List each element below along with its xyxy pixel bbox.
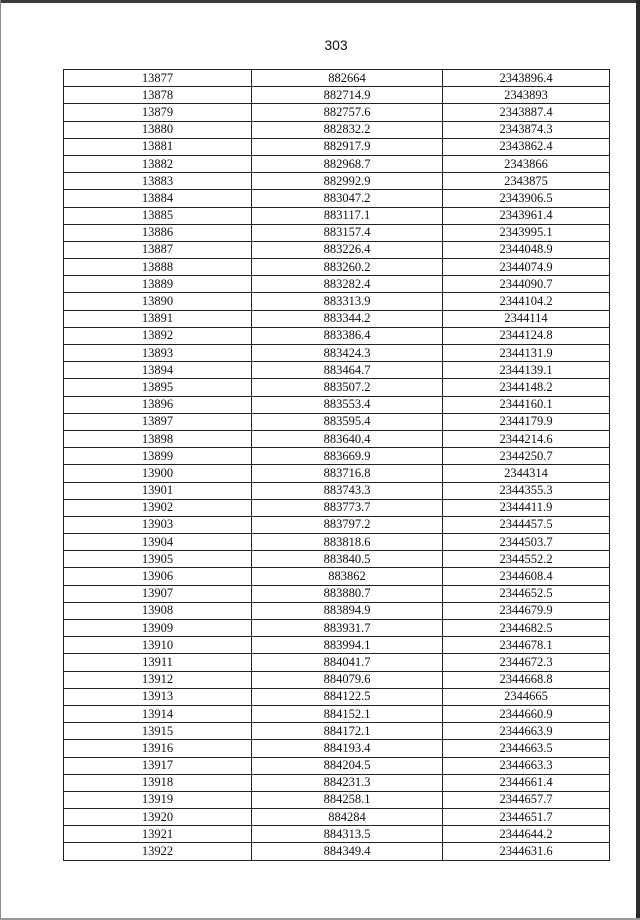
y-coordinate-cell: 2344355.3 <box>443 482 610 499</box>
y-coordinate-cell: 2344657.7 <box>443 791 610 808</box>
point-id-cell: 13898 <box>64 430 252 447</box>
x-coordinate-cell: 883313.9 <box>252 293 443 310</box>
point-id-cell: 13890 <box>64 293 252 310</box>
x-coordinate-cell: 884349.4 <box>252 843 443 860</box>
y-coordinate-cell: 2344608.4 <box>443 568 610 585</box>
point-id-cell: 13910 <box>64 637 252 654</box>
table-row <box>64 843 610 860</box>
y-coordinate-cell: 2344074.9 <box>443 259 610 276</box>
y-coordinate-cell: 2344631.6 <box>443 843 610 860</box>
y-coordinate-cell: 2344552.2 <box>443 551 610 568</box>
point-id-cell: 13902 <box>64 499 252 516</box>
page-number: 303 <box>324 37 348 53</box>
table-row <box>64 190 610 207</box>
x-coordinate-cell: 882832.2 <box>252 121 443 138</box>
x-coordinate-cell: 883640.4 <box>252 430 443 447</box>
table-row <box>64 740 610 757</box>
point-id-cell: 13886 <box>64 224 252 241</box>
x-coordinate-cell: 883047.2 <box>252 190 443 207</box>
x-coordinate-cell: 883669.9 <box>252 448 443 465</box>
point-id-cell: 13904 <box>64 534 252 551</box>
table-row <box>64 207 610 224</box>
scan-border-left <box>0 0 1 920</box>
y-coordinate-cell: 2344179.9 <box>443 413 610 430</box>
table-row <box>64 688 610 705</box>
y-coordinate-cell: 2344644.2 <box>443 826 610 843</box>
x-coordinate-cell: 882917.9 <box>252 138 443 155</box>
y-coordinate-cell: 2343875 <box>443 173 610 190</box>
x-coordinate-cell: 883226.4 <box>252 241 443 258</box>
point-id-cell: 13905 <box>64 551 252 568</box>
x-coordinate-cell: 883507.2 <box>252 379 443 396</box>
point-id-cell: 13881 <box>64 138 252 155</box>
point-id-cell: 13915 <box>64 723 252 740</box>
point-id-cell: 13901 <box>64 482 252 499</box>
table-row <box>64 723 610 740</box>
y-coordinate-cell: 2344679.9 <box>443 602 610 619</box>
point-id-cell: 13922 <box>64 843 252 860</box>
x-coordinate-cell: 883386.4 <box>252 327 443 344</box>
table-row <box>64 396 610 413</box>
x-coordinate-cell: 884152.1 <box>252 705 443 722</box>
table-row <box>64 259 610 276</box>
table-row <box>64 654 610 671</box>
table-row <box>64 155 610 172</box>
table-row <box>64 413 610 430</box>
point-id-cell: 13896 <box>64 396 252 413</box>
x-coordinate-cell: 884172.1 <box>252 723 443 740</box>
table-row <box>64 705 610 722</box>
y-coordinate-cell: 2344503.7 <box>443 534 610 551</box>
y-coordinate-cell: 2344124.8 <box>443 327 610 344</box>
y-coordinate-cell: 2344250.7 <box>443 448 610 465</box>
x-coordinate-cell: 883818.6 <box>252 534 443 551</box>
point-id-cell: 13907 <box>64 585 252 602</box>
table-row <box>64 499 610 516</box>
scan-border-right <box>636 0 640 920</box>
table-row <box>64 534 610 551</box>
y-coordinate-cell: 2344104.2 <box>443 293 610 310</box>
x-coordinate-cell: 883464.7 <box>252 362 443 379</box>
x-coordinate-cell: 883260.2 <box>252 259 443 276</box>
table-row <box>64 568 610 585</box>
point-id-cell: 13906 <box>64 568 252 585</box>
x-coordinate-cell: 883117.1 <box>252 207 443 224</box>
point-id-cell: 13895 <box>64 379 252 396</box>
x-coordinate-cell: 883595.4 <box>252 413 443 430</box>
point-id-cell: 13900 <box>64 465 252 482</box>
table-row <box>64 482 610 499</box>
point-id-cell: 13911 <box>64 654 252 671</box>
table-row <box>64 465 610 482</box>
x-coordinate-cell: 883716.8 <box>252 465 443 482</box>
table-row <box>64 241 610 258</box>
point-id-cell: 13913 <box>64 688 252 705</box>
table-row <box>64 448 610 465</box>
y-coordinate-cell: 2344668.8 <box>443 671 610 688</box>
x-coordinate-cell: 883862 <box>252 568 443 585</box>
point-id-cell: 13884 <box>64 190 252 207</box>
y-coordinate-cell: 2344663.3 <box>443 757 610 774</box>
y-coordinate-cell: 2343887.4 <box>443 104 610 121</box>
point-id-cell: 13889 <box>64 276 252 293</box>
point-id-cell: 13909 <box>64 620 252 637</box>
point-id-cell: 13918 <box>64 774 252 791</box>
y-coordinate-cell: 2343961.4 <box>443 207 610 224</box>
table-row <box>64 791 610 808</box>
table-row <box>64 826 610 843</box>
table-row <box>64 138 610 155</box>
table-row <box>64 516 610 533</box>
y-coordinate-cell: 2344651.7 <box>443 809 610 826</box>
table-row <box>64 362 610 379</box>
y-coordinate-cell: 2344214.6 <box>443 430 610 447</box>
point-id-cell: 13894 <box>64 362 252 379</box>
x-coordinate-cell: 882664 <box>252 70 443 87</box>
y-coordinate-cell: 2344090.7 <box>443 276 610 293</box>
y-coordinate-cell: 2344652.5 <box>443 585 610 602</box>
y-coordinate-cell: 2344139.1 <box>443 362 610 379</box>
y-coordinate-cell: 2344665 <box>443 688 610 705</box>
table-row <box>64 276 610 293</box>
x-coordinate-cell: 884193.4 <box>252 740 443 757</box>
y-coordinate-cell: 2344114 <box>443 310 610 327</box>
y-coordinate-cell: 2344048.9 <box>443 241 610 258</box>
y-coordinate-cell: 2343866 <box>443 155 610 172</box>
x-coordinate-cell: 884079.6 <box>252 671 443 688</box>
x-coordinate-cell: 884231.3 <box>252 774 443 791</box>
x-coordinate-cell: 883773.7 <box>252 499 443 516</box>
x-coordinate-cell: 884313.5 <box>252 826 443 843</box>
y-coordinate-cell: 2344661.4 <box>443 774 610 791</box>
table-row <box>64 293 610 310</box>
point-id-cell: 13919 <box>64 791 252 808</box>
point-id-cell: 13897 <box>64 413 252 430</box>
y-coordinate-cell: 2344678.1 <box>443 637 610 654</box>
y-coordinate-cell: 2343995.1 <box>443 224 610 241</box>
point-id-cell: 13891 <box>64 310 252 327</box>
x-coordinate-cell: 884284 <box>252 809 443 826</box>
table-row <box>64 809 610 826</box>
y-coordinate-cell: 2344663.5 <box>443 740 610 757</box>
x-coordinate-cell: 884258.1 <box>252 791 443 808</box>
table-row <box>64 87 610 104</box>
table-row <box>64 173 610 190</box>
x-coordinate-cell: 883994.1 <box>252 637 443 654</box>
table-row <box>64 757 610 774</box>
point-id-cell: 13917 <box>64 757 252 774</box>
point-id-cell: 13893 <box>64 345 252 362</box>
table-row <box>64 620 610 637</box>
y-coordinate-cell: 2344131.9 <box>443 345 610 362</box>
table-row <box>64 327 610 344</box>
table-row <box>64 774 610 791</box>
table-row <box>64 585 610 602</box>
y-coordinate-cell: 2343893 <box>443 87 610 104</box>
y-coordinate-cell: 2344160.1 <box>443 396 610 413</box>
point-id-cell: 13877 <box>64 70 252 87</box>
table-row <box>64 104 610 121</box>
x-coordinate-cell: 883344.2 <box>252 310 443 327</box>
x-coordinate-cell: 882968.7 <box>252 155 443 172</box>
table-row <box>64 379 610 396</box>
table-row <box>64 551 610 568</box>
point-id-cell: 13914 <box>64 705 252 722</box>
x-coordinate-cell: 883157.4 <box>252 224 443 241</box>
point-id-cell: 13916 <box>64 740 252 757</box>
y-coordinate-cell: 2344314 <box>443 465 610 482</box>
y-coordinate-cell: 2344148.2 <box>443 379 610 396</box>
x-coordinate-cell: 883743.3 <box>252 482 443 499</box>
y-coordinate-cell: 2343896.4 <box>443 70 610 87</box>
table-row <box>64 310 610 327</box>
x-coordinate-cell: 882757.6 <box>252 104 443 121</box>
point-id-cell: 13880 <box>64 121 252 138</box>
y-coordinate-cell: 2344663.9 <box>443 723 610 740</box>
table-row <box>64 70 610 87</box>
point-id-cell: 13892 <box>64 327 252 344</box>
table-row <box>64 602 610 619</box>
x-coordinate-cell: 884204.5 <box>252 757 443 774</box>
point-id-cell: 13888 <box>64 259 252 276</box>
x-coordinate-cell: 883797.2 <box>252 516 443 533</box>
y-coordinate-cell: 2343874.3 <box>443 121 610 138</box>
point-id-cell: 13878 <box>64 87 252 104</box>
point-id-cell: 13908 <box>64 602 252 619</box>
scan-border-top <box>0 0 640 3</box>
x-coordinate-cell: 883894.9 <box>252 602 443 619</box>
point-id-cell: 13899 <box>64 448 252 465</box>
y-coordinate-cell: 2344411.9 <box>443 499 610 516</box>
point-id-cell: 13887 <box>64 241 252 258</box>
x-coordinate-cell: 882714.9 <box>252 87 443 104</box>
table-row <box>64 121 610 138</box>
x-coordinate-cell: 884041.7 <box>252 654 443 671</box>
table-row <box>64 345 610 362</box>
x-coordinate-cell: 884122.5 <box>252 688 443 705</box>
x-coordinate-cell: 882992.9 <box>252 173 443 190</box>
coordinate-table <box>63 69 610 861</box>
x-coordinate-cell: 883553.4 <box>252 396 443 413</box>
y-coordinate-cell: 2344660.9 <box>443 705 610 722</box>
table-body <box>64 70 610 861</box>
x-coordinate-cell: 883282.4 <box>252 276 443 293</box>
point-id-cell: 13879 <box>64 104 252 121</box>
point-id-cell: 13903 <box>64 516 252 533</box>
x-coordinate-cell: 883931.7 <box>252 620 443 637</box>
x-coordinate-cell: 883880.7 <box>252 585 443 602</box>
y-coordinate-cell: 2344672.3 <box>443 654 610 671</box>
y-coordinate-cell: 2344682.5 <box>443 620 610 637</box>
x-coordinate-cell: 883840.5 <box>252 551 443 568</box>
y-coordinate-cell: 2343862.4 <box>443 138 610 155</box>
table-row <box>64 430 610 447</box>
table-row <box>64 224 610 241</box>
point-id-cell: 13912 <box>64 671 252 688</box>
point-id-cell: 13920 <box>64 809 252 826</box>
y-coordinate-cell: 2343906.5 <box>443 190 610 207</box>
point-id-cell: 13882 <box>64 155 252 172</box>
y-coordinate-cell: 2344457.5 <box>443 516 610 533</box>
point-id-cell: 13885 <box>64 207 252 224</box>
table-row <box>64 671 610 688</box>
point-id-cell: 13921 <box>64 826 252 843</box>
x-coordinate-cell: 883424.3 <box>252 345 443 362</box>
point-id-cell: 13883 <box>64 173 252 190</box>
table-row <box>64 637 610 654</box>
